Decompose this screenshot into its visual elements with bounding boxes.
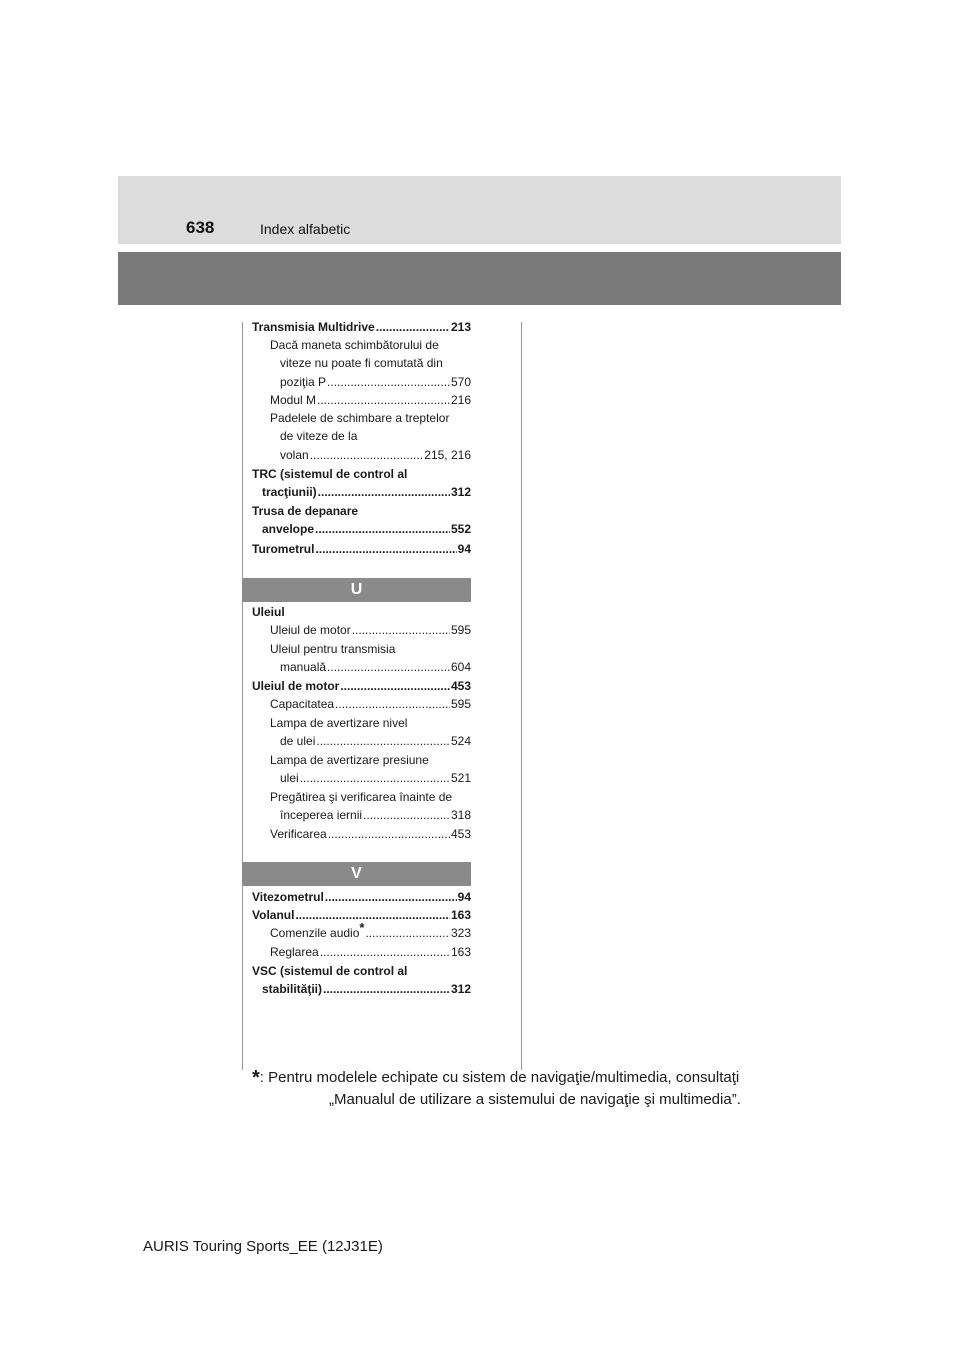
index-subentry-modul-m: Modul M ..... 216 [270,391,471,409]
index-subentry-reglarea: Reglarea ..... 163 [270,943,471,961]
footnote-line-1: : Pentru modelele echipate cu sistem de navigaţie/multimedia, consultaţi [259,1069,740,1086]
index-subentry-verificarea: Verificarea ..... 453 [270,825,471,843]
footnote-line-2: „Manualul de utilizare a sistemului de navigaţie şi multimedia”. [329,1091,741,1108]
column-rule-right [521,322,522,1070]
index-entry-trusa: Trusa de depanare anvelope ..... 552 [252,502,471,539]
index-subentry-pregatirea: Pregătirea şi verificarea înainte de începerea iernii ..... 318 [270,788,471,825]
index-subentry-comenzile-audio: Comenzile audio* ..... 323 [270,924,471,942]
index-subentry-padele: Padelele de schimbare a treptelor de viteze de la volan ..... 215, 216 [270,409,471,464]
letter-heading-v: V [242,862,471,886]
index-entry-uleiul-de-motor: Uleiul de motor ..... 453 [252,677,471,695]
column-rule-left [242,322,243,1070]
footer-model-id: AURIS Touring Sports_EE (12J31E) [143,1238,383,1255]
index-subentry-ulei-motor: Uleiul de motor ..... 595 [270,621,471,639]
index-entry-vsc: VSC (sistemul de control al stabilităţii) ..... 312 [252,962,471,999]
index-entry-uleiul: Uleiul [252,605,285,619]
index-entry-trc: TRC (sistemul de control al tracţiunii) ..... 312 [252,465,471,502]
letter-heading-u: U [242,578,471,602]
footnote-mark: * [359,920,365,935]
index-entry-transmisia: Transmisia Multidrive ..... 213 [252,318,471,336]
index-subentry-lampa-presiune: Lampa de avertizare presiune ulei ..... 521 [270,751,471,788]
index-subentry-ulei-transmisie: Uleiul pentru transmisia manuală ..... 604 [270,640,471,677]
page-number: 638 [186,218,215,237]
index-entry-vitezometrul: Vitezometrul ..... 94 [252,888,471,906]
index-subentry-capacitatea: Capacitatea ..... 595 [270,695,471,713]
footnote [252,1067,772,1110]
index-subentry-shift-lever: Dacă maneta schimbătorului de viteze nu poate fi comutată din poziţia P ..... 570 [270,336,471,391]
section-title: Index alfabetic [260,221,351,237]
footnote-star: * [252,1067,260,1089]
index-entry-turometrul: Turometrul ..... 94 [252,540,471,558]
header-band [118,176,841,244]
index-subentry-lampa-nivel: Lampa de avertizare nivel de ulei ..... 524 [270,714,471,751]
index-entry-volanul: Volanul ..... 163 [252,906,471,924]
header-dark-band [118,252,841,305]
